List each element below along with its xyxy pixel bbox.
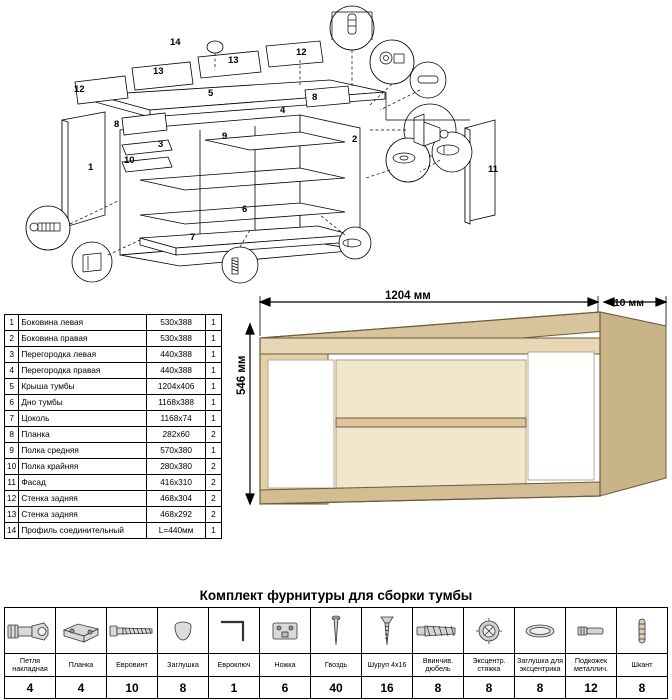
callout-12a: 12 xyxy=(74,84,85,95)
dowel-icon xyxy=(617,608,668,654)
part-size: 570х380 xyxy=(147,443,205,459)
part-number: 8 xyxy=(5,427,19,443)
part-number: 3 xyxy=(5,347,19,363)
finished-product-illustration xyxy=(232,282,670,552)
table-row xyxy=(5,491,222,507)
eccentric-tie-icon xyxy=(464,608,515,654)
screw-in-dowel-icon xyxy=(413,608,464,654)
callout-13b: 13 xyxy=(228,55,239,66)
part-name: Перегородка правая xyxy=(19,363,147,379)
callout-12b: 12 xyxy=(296,47,307,58)
kit-item-name: Планка xyxy=(56,654,107,677)
part-size: 416х310 xyxy=(147,475,205,491)
table-row xyxy=(5,331,222,347)
part-number: 12 xyxy=(5,491,19,507)
part-size: 468х304 xyxy=(147,491,205,507)
part-name: Цоколь xyxy=(19,411,147,427)
kit-item-count: 4 xyxy=(56,677,107,699)
part-number: 14 xyxy=(5,523,19,539)
kit-item-count: 8 xyxy=(464,677,515,699)
kit-item-count: 1 xyxy=(209,677,260,699)
part-name: Полка средняя xyxy=(19,443,147,459)
hardware-kit-title: Комплект фурнитуры для сборки тумбы xyxy=(199,588,473,603)
part-qty: 2 xyxy=(205,491,221,507)
part-name: Боковина правая xyxy=(19,331,147,347)
part-number: 13 xyxy=(5,507,19,523)
part-size: 1168х388 xyxy=(147,395,205,411)
callout-11: 11 xyxy=(488,164,499,175)
kit-item-count: 16 xyxy=(362,677,413,699)
kit-item-count: 8 xyxy=(413,677,464,699)
part-qty: 1 xyxy=(205,411,221,427)
part-name: Стенка задняя xyxy=(19,507,147,523)
part-number: 10 xyxy=(5,459,19,475)
kit-item-count: 12 xyxy=(566,677,617,699)
part-number: 9 xyxy=(5,443,19,459)
table-row xyxy=(5,427,222,443)
table-row xyxy=(5,347,222,363)
kit-item-name: Петля накладная xyxy=(5,654,56,677)
part-size: 1204х406 xyxy=(147,379,205,395)
part-size: 530х388 xyxy=(147,331,205,347)
callout-3: 3 xyxy=(158,139,164,150)
cap-icon xyxy=(158,608,209,654)
kit-item-name: Шуруп 4х16 xyxy=(362,654,413,677)
kit-item-name: Евровинт xyxy=(107,654,158,677)
table-row xyxy=(5,523,222,539)
part-size: 440х388 xyxy=(147,363,205,379)
part-name: Фасад xyxy=(19,475,147,491)
part-number: 1 xyxy=(5,315,19,331)
hinge-overlay-icon xyxy=(5,608,56,654)
metal-shelf-support-icon xyxy=(566,608,617,654)
part-size: 530х388 xyxy=(147,315,205,331)
part-size: 1168х74 xyxy=(147,411,205,427)
kit-item-name: Шкант xyxy=(617,654,668,677)
kit-item-count: 8 xyxy=(515,677,566,699)
callout-5: 5 xyxy=(208,88,214,99)
plate-icon xyxy=(56,608,107,654)
assembly-diagram xyxy=(0,0,672,285)
callout-4: 4 xyxy=(280,105,286,116)
part-qty: 1 xyxy=(205,315,221,331)
parts-table xyxy=(4,314,222,539)
hardware-kit-table xyxy=(4,607,668,699)
callout-8b: 8 xyxy=(312,92,318,103)
kit-item-name: Ножка xyxy=(260,654,311,677)
part-name: Дно тумбы xyxy=(19,395,147,411)
kit-item-name: Гвоздь xyxy=(311,654,362,677)
part-qty: 1 xyxy=(205,443,221,459)
part-number: 5 xyxy=(5,379,19,395)
table-row xyxy=(5,507,222,523)
table-row xyxy=(5,315,222,331)
callout-7: 7 xyxy=(190,232,196,243)
table-row xyxy=(5,379,222,395)
height-dimension-label: 546 мм xyxy=(236,355,248,395)
part-qty: 1 xyxy=(205,395,221,411)
kit-item-count: 8 xyxy=(617,677,668,699)
part-number: 7 xyxy=(5,411,19,427)
callout-13a: 13 xyxy=(153,66,164,77)
table-row xyxy=(5,443,222,459)
eccentric-cap-icon xyxy=(515,608,566,654)
part-size: 468х292 xyxy=(147,507,205,523)
part-size: L=440мм xyxy=(147,523,205,539)
callout-1: 1 xyxy=(88,162,94,173)
part-qty: 2 xyxy=(205,507,221,523)
leg-icon xyxy=(260,608,311,654)
euro-screw-icon xyxy=(107,608,158,654)
kit-item-name: Эксцентр. стяжка xyxy=(464,654,515,677)
table-row xyxy=(5,363,222,379)
screw-4x16-icon xyxy=(362,608,413,654)
callout-9: 9 xyxy=(222,131,228,142)
kit-item-name: Евроключ xyxy=(209,654,260,677)
part-name: Перегородка левая xyxy=(19,347,147,363)
callout-10: 10 xyxy=(124,155,135,166)
callout-8a: 8 xyxy=(114,119,120,130)
part-number: 6 xyxy=(5,395,19,411)
part-name: Крыша тумбы xyxy=(19,379,147,395)
kit-item-count: 6 xyxy=(260,677,311,699)
part-number: 2 xyxy=(5,331,19,347)
table-row xyxy=(5,411,222,427)
part-name: Боковина левая xyxy=(19,315,147,331)
part-size: 440х388 xyxy=(147,347,205,363)
part-size: 280х380 xyxy=(147,459,205,475)
part-size: 282х60 xyxy=(147,427,205,443)
width-dimension-label: 1204 мм xyxy=(385,290,431,302)
nail-icon xyxy=(311,608,362,654)
callout-2: 2 xyxy=(352,134,358,145)
part-qty: 1 xyxy=(205,379,221,395)
table-row xyxy=(5,475,222,491)
kit-item-name: Ввинчив. дюбель xyxy=(413,654,464,677)
kit-item-count: 10 xyxy=(107,677,158,699)
table-row xyxy=(5,395,222,411)
part-name: Стенка задняя xyxy=(19,491,147,507)
part-qty: 1 xyxy=(205,523,221,539)
part-qty: 1 xyxy=(205,331,221,347)
part-qty: 1 xyxy=(205,363,221,379)
kit-item-name: Заглушка для эксцентрика xyxy=(515,654,566,677)
part-qty: 2 xyxy=(205,427,221,443)
callout-14: 14 xyxy=(170,37,181,48)
kit-item-count: 40 xyxy=(311,677,362,699)
depth-dimension-label: 410 мм xyxy=(608,297,644,309)
part-name: Профиль соединительный xyxy=(19,523,147,539)
part-qty: 2 xyxy=(205,459,221,475)
part-qty: 1 xyxy=(205,347,221,363)
part-name: Планка xyxy=(19,427,147,443)
kit-item-count: 8 xyxy=(158,677,209,699)
euro-key-icon xyxy=(209,608,260,654)
part-number: 11 xyxy=(5,475,19,491)
part-qty: 2 xyxy=(205,475,221,491)
kit-item-name: Подкожек металлич. xyxy=(566,654,617,677)
kit-item-name: Заглушка xyxy=(158,654,209,677)
callout-6: 6 xyxy=(242,204,248,215)
part-number: 4 xyxy=(5,363,19,379)
kit-item-count: 4 xyxy=(5,677,56,699)
table-row xyxy=(5,459,222,475)
part-name: Полка крайняя xyxy=(19,459,147,475)
